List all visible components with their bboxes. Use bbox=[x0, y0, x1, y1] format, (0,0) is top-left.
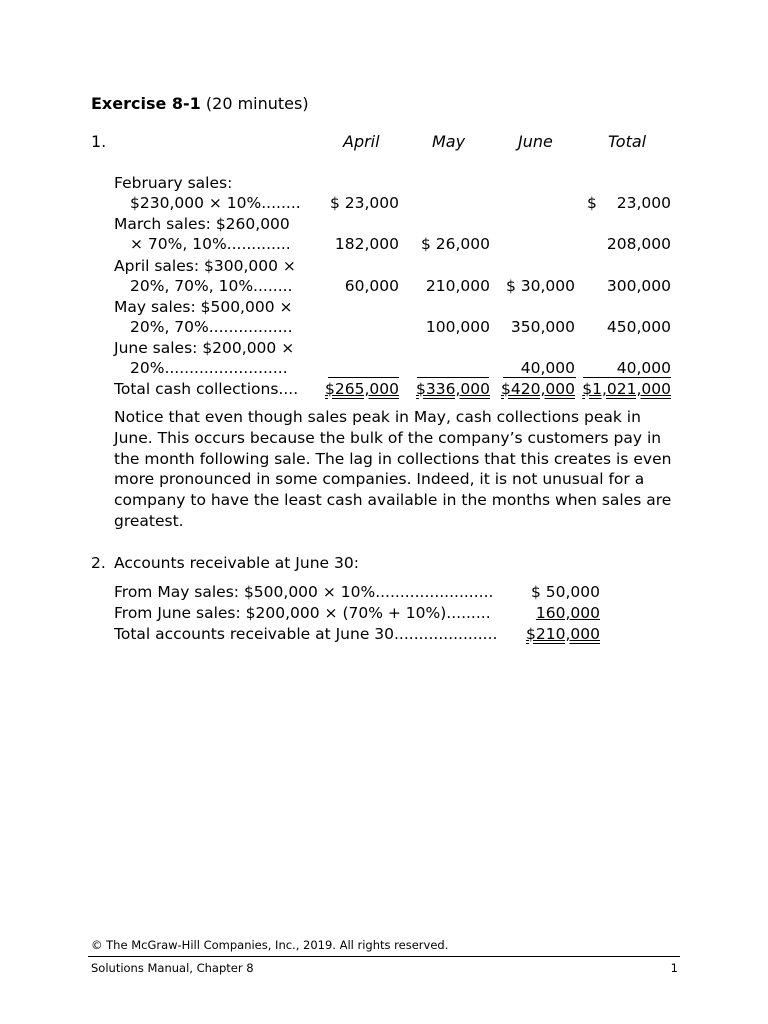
cell-total: 208,000 bbox=[606, 235, 671, 253]
row-label-line2: 20%, 70%................. bbox=[130, 318, 293, 336]
cell-total: 40,000 bbox=[616, 359, 671, 377]
column-header-june: June bbox=[518, 132, 553, 151]
total-total: $1,021,000 bbox=[582, 380, 671, 398]
cell-june: 40,000 bbox=[520, 359, 575, 377]
total-june: $420,000 bbox=[501, 380, 575, 398]
copyright-notice: © The McGraw-Hill Companies, Inc., 2019. All rights reserved. bbox=[91, 938, 449, 952]
subtotal-rule-total bbox=[583, 377, 671, 378]
cell-total-prefix: $ bbox=[587, 194, 597, 212]
cell-may: $ 26,000 bbox=[420, 235, 490, 253]
cell-april: 182,000 bbox=[334, 235, 399, 253]
exercise-title-duration: (20 minutes) bbox=[200, 94, 309, 113]
cell-total: 450,000 bbox=[606, 318, 671, 336]
cell-june: 350,000 bbox=[510, 318, 575, 336]
subtotal-rule-june bbox=[503, 377, 576, 378]
total-row-label: Total cash collections.... bbox=[114, 380, 299, 398]
cell-june: $ 30,000 bbox=[505, 277, 575, 295]
cell-total: 300,000 bbox=[606, 277, 671, 295]
row-label-line1: April sales: $300,000 × bbox=[114, 257, 296, 275]
receivable-row-label: From June sales: $200,000 × (70% + 10%)......... bbox=[114, 604, 491, 622]
receivable-total-label: Total accounts receivable at June 30..................... bbox=[114, 625, 498, 643]
receivable-row-value: $ 50,000 bbox=[530, 583, 600, 601]
exercise-title-bold: Exercise 8-1 bbox=[91, 94, 201, 113]
notice-paragraph: Notice that even though sales peak in May, cash collections peak in June. This occurs because the bulk of the company’s customers pay in the month following sale. The lag in collections that this creates is even more pronounced in some companies. Indeed, it is not unusual for a company to have the least cash available in the months when sales are greatest. bbox=[114, 408, 672, 530]
footer-rule bbox=[88, 956, 680, 957]
receivable-row-value: 160,000 bbox=[535, 604, 600, 622]
cell-may: 100,000 bbox=[425, 318, 490, 336]
subtotal-rule-may bbox=[417, 377, 489, 378]
row-label-line2: 20%, 70%, 10%........ bbox=[130, 277, 293, 295]
receivable-total-value: $210,000 bbox=[526, 625, 600, 643]
part2-number: 2. bbox=[91, 554, 106, 572]
part2-heading: Accounts receivable at June 30: bbox=[114, 554, 359, 572]
footer-manual-label: Solutions Manual, Chapter 8 bbox=[91, 961, 254, 975]
cell-may: 210,000 bbox=[425, 277, 490, 295]
footer-page-number: 1 bbox=[670, 961, 678, 975]
row-label-line1: May sales: $500,000 × bbox=[114, 298, 293, 316]
receivable-row-label: From May sales: $500,000 × 10%........................ bbox=[114, 583, 494, 601]
cell-april: 60,000 bbox=[344, 277, 399, 295]
column-header-april: April bbox=[343, 132, 380, 151]
row-label-line1: March sales: $260,000 bbox=[114, 215, 290, 233]
total-april: $265,000 bbox=[325, 380, 399, 398]
row-label-line1: February sales: bbox=[114, 174, 233, 192]
row-label-line2: 20%......................... bbox=[130, 359, 288, 377]
column-header-may: May bbox=[432, 132, 466, 151]
row-label-line2: × 70%, 10%............. bbox=[130, 235, 291, 253]
exercise-title bbox=[91, 94, 309, 113]
row-label-line1: June sales: $200,000 × bbox=[114, 339, 295, 357]
subtotal-rule-april bbox=[328, 377, 399, 378]
row-label-line2: $230,000 × 10%........ bbox=[130, 194, 301, 212]
cell-total: 23,000 bbox=[616, 194, 671, 212]
cell-april: $ 23,000 bbox=[329, 194, 399, 212]
column-header-total: Total bbox=[608, 132, 647, 151]
part1-number: 1. bbox=[91, 132, 107, 151]
total-may: $336,000 bbox=[416, 380, 490, 398]
